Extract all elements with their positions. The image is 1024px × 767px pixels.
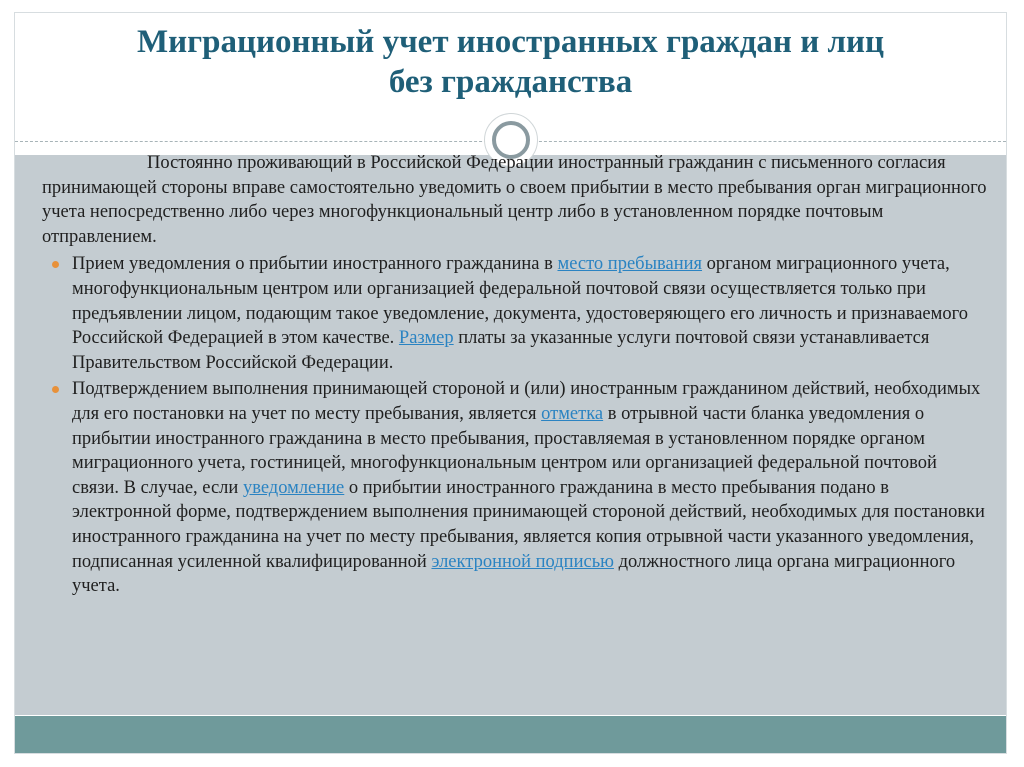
- bullet1-text-3: платы за указанные услуги почтовой связи устанавливается Правительством Российской Федерации.: [72, 328, 930, 373]
- bottom-band: [15, 716, 1006, 753]
- title-line-1: Миграционный учет иностранных граждан и лиц: [136, 24, 884, 60]
- link-elektronnaya-podpis[interactable]: электронной подписью: [431, 551, 614, 572]
- bullet1-text-2: органом миграционного учета, многофункциональным центром или организацией федеральной почтовой связи осуществляется только при предъявлении лицом, подающим такое уведомление, документа, удостоверяющего его личность и признаваемого Российской Федерацией в этом качестве.: [72, 254, 968, 349]
- bullet-list: [42, 252, 987, 598]
- bullet1-text-1: Прием уведомления о прибытии иностранного гражданина в: [72, 254, 558, 275]
- bullet-dot-icon: [52, 261, 59, 268]
- bullet2-text-2: в отрывной части бланка уведомления о прибытии иностранного гражданина в место пребывания, проставляемая в установленном порядке органом миграционного учета, гостиницей, многофункциональным центром или организацией федеральной почтовой связи. В случае, если: [72, 403, 937, 498]
- link-mesto-prebyvaniya[interactable]: место пребывания: [557, 254, 703, 275]
- list-item: [42, 252, 987, 375]
- page-title: [14, 22, 1007, 102]
- title-line-2: без гражданства: [388, 64, 633, 100]
- intro-paragraph: Постоянно проживающий в Российской Федерации иностранный гражданин с письменного согласия принимающей стороны вправе самостоятельно уведомить о своем прибытии в место пребывания орган миграционного учета непосредственно либо через многофункциональный центр либо в установленном порядке почтовым отправлением.: [42, 153, 987, 247]
- bullet2-text-1: Подтверждением выполнения принимающей стороной и (или) иностранным гражданином действий, необходимых для его постановки на учет по месту пребывания, является: [72, 379, 981, 424]
- link-razmer[interactable]: Размер: [398, 328, 454, 349]
- bullet-dot-icon: [52, 386, 59, 393]
- link-otmetka[interactable]: отметка: [541, 403, 604, 424]
- body-text: [42, 151, 987, 601]
- list-item: [42, 377, 987, 598]
- link-uvedomlenie[interactable]: уведомление: [242, 477, 345, 498]
- bullet2-text-3: о прибытии иностранного гражданина в место пребывания подано в электронной форме, подтверждением выполнения принимающей стороной действий, необходимых для постановки иностранного гражданина на учет по месту пребывания, является копия отрывной части указанного уведомления, подписанная усиленной квалифицированной: [72, 477, 985, 572]
- bullet2-text-4: должностного лица органа миграционного учета.: [72, 551, 956, 597]
